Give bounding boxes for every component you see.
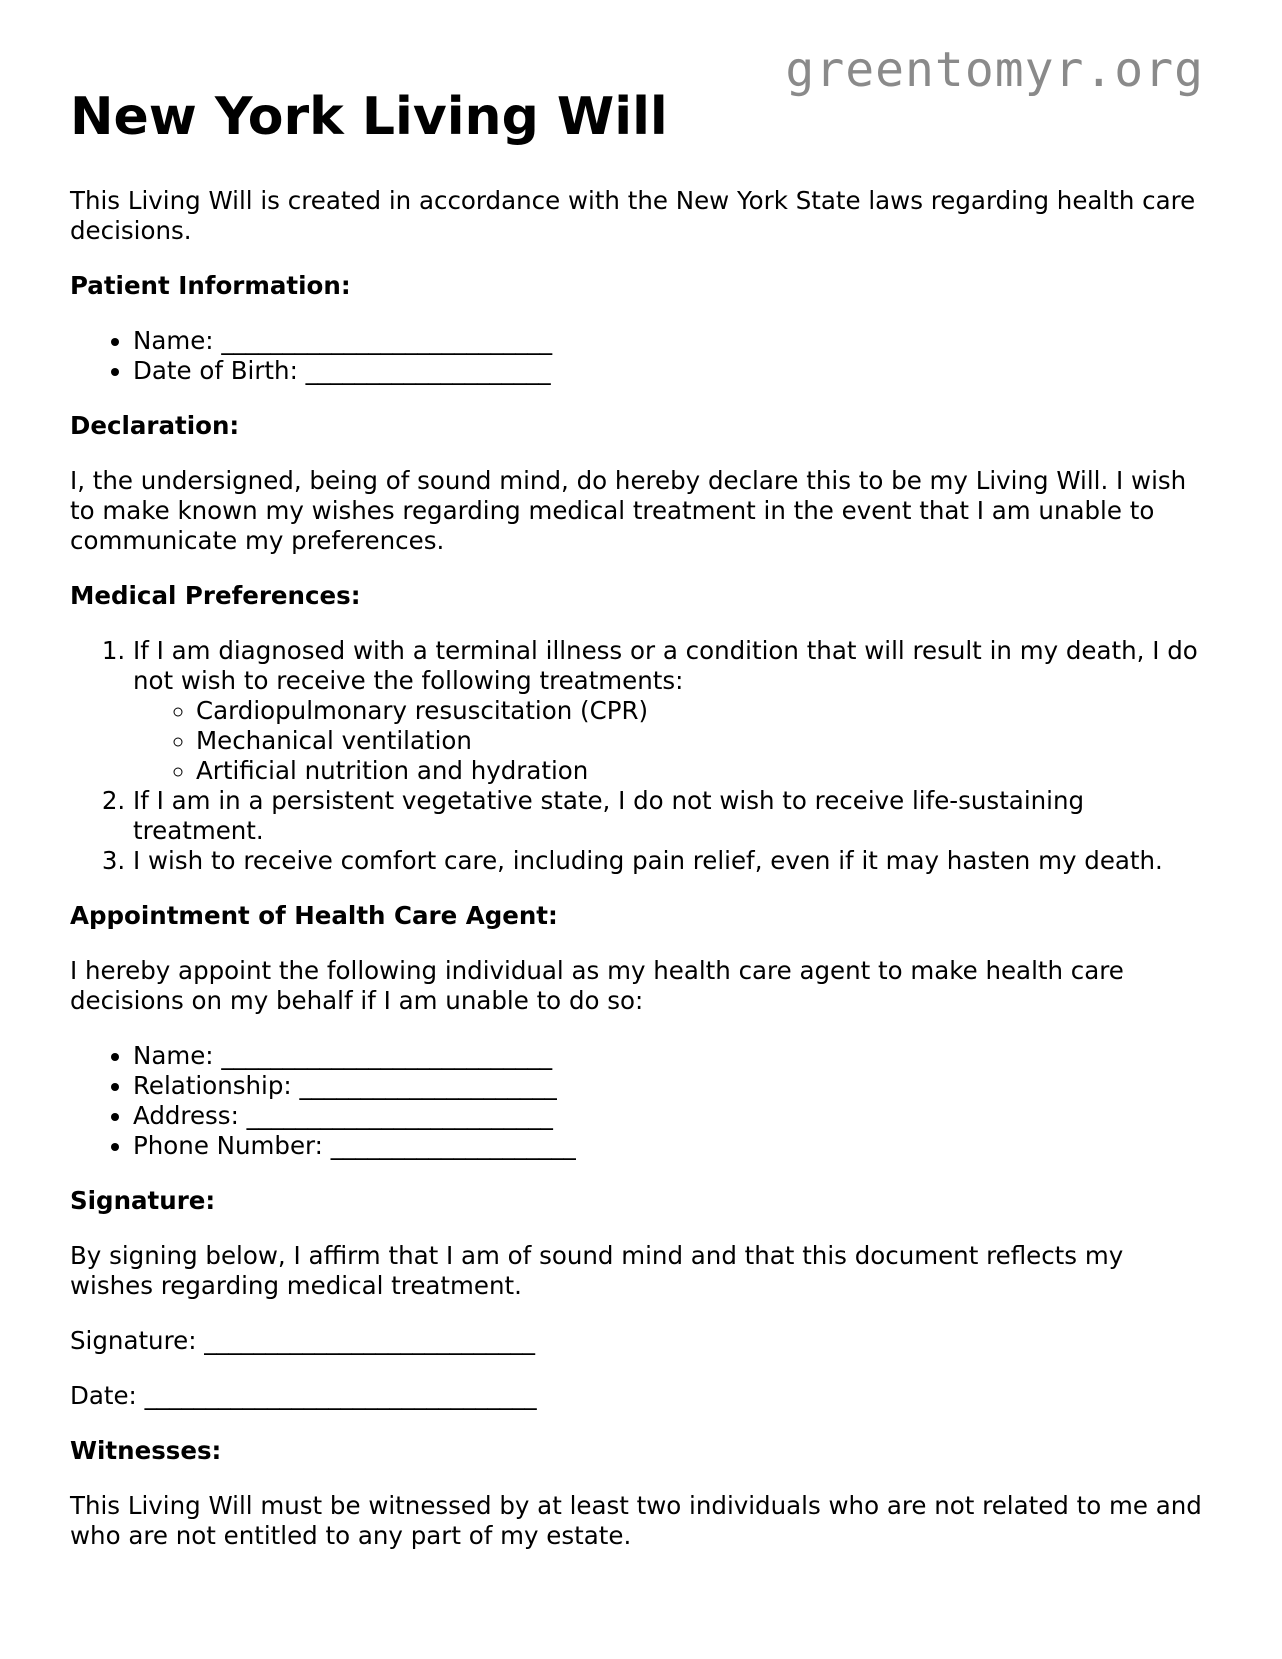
patient-dob-field: • Date of Birth: ____________________ bbox=[133, 356, 1210, 386]
health-care-agent-heading: Appointment of Health Care Agent: bbox=[70, 901, 558, 930]
agent-address-field: • Address: _________________________ bbox=[133, 1101, 1210, 1131]
document-page bbox=[70, 84, 1210, 1576]
page-title: New York Living Will bbox=[70, 87, 668, 147]
witnesses-paragraph: This Living Will must be witnessed by at least two individuals who are not related to me and who are not entitled to any part of my estate. bbox=[70, 1491, 1202, 1550]
treatment-item: ◦ Cardiopulmonary resuscitation (CPR) bbox=[196, 696, 1210, 726]
health-care-agent-paragraph: I hereby appoint the following individual as my health care agent to make health care decisions on my behalf if I am unable to do so: bbox=[70, 956, 1124, 1015]
health-care-agent-list bbox=[70, 1041, 1210, 1161]
medical-preference-item: 2. If I am in a persistent vegetative state, I do not wish to receive life-sustaining treatment. bbox=[133, 786, 1210, 846]
witnesses-heading: Witnesses: bbox=[70, 1436, 222, 1465]
signature-line: Signature: ___________________________ bbox=[70, 1326, 535, 1355]
declaration-paragraph: I, the undersigned, being of sound mind, do hereby declare this to be my Living Will. I wish to make known my wishes regarding medical treatment in the event that I am unable to communicate my preferences. bbox=[70, 466, 1187, 555]
signature-heading: Signature: bbox=[70, 1186, 216, 1215]
medical-preference-item: 3. I wish to receive comfort care, including pain relief, even if it may hasten my death. bbox=[133, 846, 1210, 876]
declaration-heading: Declaration: bbox=[70, 411, 240, 440]
signature-paragraph: By signing below, I affirm that I am of sound mind and that this document reflects my wishes regarding medical treatment. bbox=[70, 1241, 1124, 1300]
treatments-list bbox=[133, 696, 1210, 786]
patient-information-heading: Patient Information: bbox=[70, 271, 351, 300]
medical-preference-item bbox=[133, 636, 1210, 786]
intro-paragraph: This Living Will is created in accordance with the New York State laws regarding health care decisions. bbox=[70, 186, 1196, 245]
watermark: greentomyr.org bbox=[785, 42, 1204, 98]
medical-preferences-list bbox=[70, 636, 1210, 876]
treatment-item: ◦ Artificial nutrition and hydration bbox=[196, 756, 1210, 786]
agent-phone-field: • Phone Number: ____________________ bbox=[133, 1131, 1210, 1161]
agent-relationship-field: • Relationship: _____________________ bbox=[133, 1071, 1210, 1101]
date-line: Date: ________________________________ bbox=[70, 1381, 537, 1410]
medical-preferences-heading: Medical Preferences: bbox=[70, 581, 361, 610]
medical-preference-text: If I am diagnosed with a terminal illness or a condition that will result in my death, I do not wish to receive the following treatments: bbox=[133, 636, 1198, 695]
patient-name-field: • Name: ___________________________ bbox=[133, 326, 1210, 356]
agent-name-field: • Name: ___________________________ bbox=[133, 1041, 1210, 1071]
patient-information-list bbox=[70, 326, 1210, 386]
treatment-item: ◦ Mechanical ventilation bbox=[196, 726, 1210, 756]
